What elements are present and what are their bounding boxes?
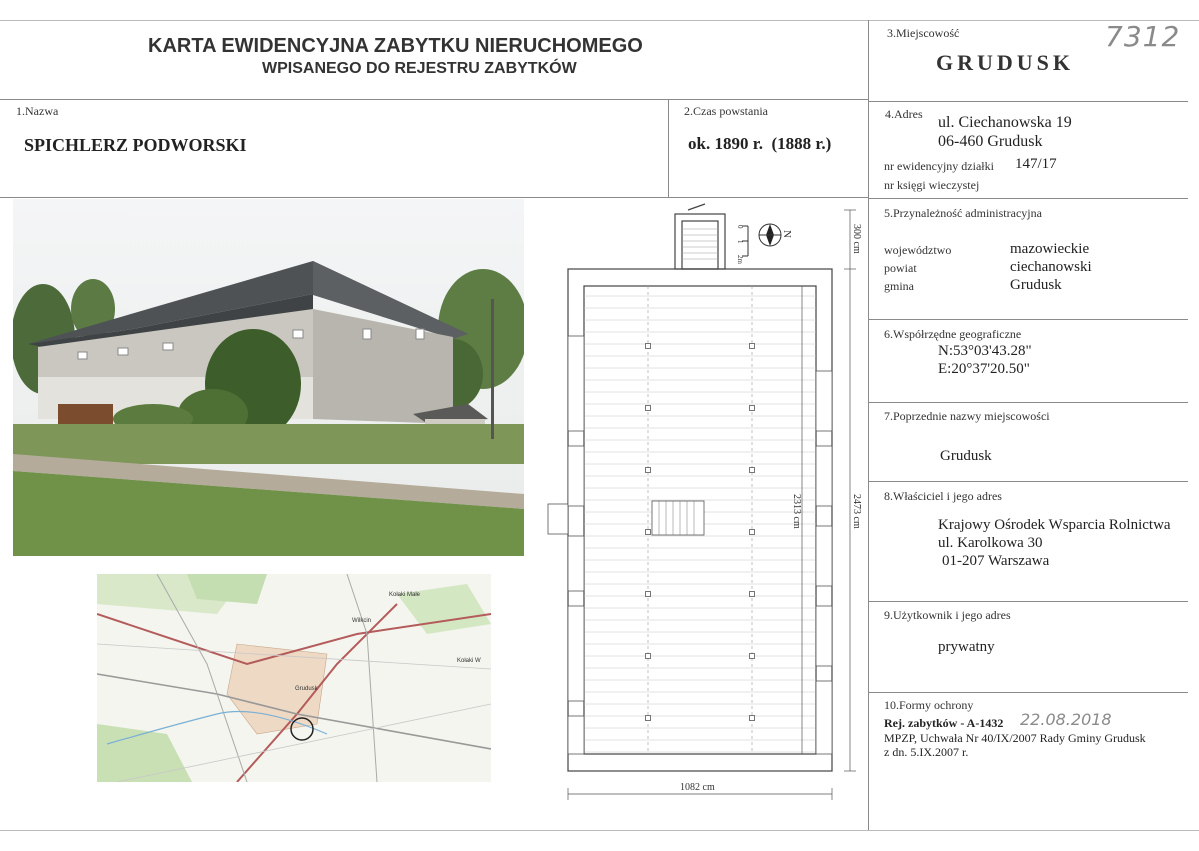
ochrona-rej-date-handwritten: 22.08.2018 xyxy=(1020,710,1112,729)
powiat-key: powiat xyxy=(884,261,917,275)
floor-post xyxy=(750,654,755,659)
floor-plan xyxy=(520,196,870,806)
czas-value: ok. 1890 r. (1888 r.) xyxy=(688,134,832,153)
ochrona-label: 10.Formy ochrony xyxy=(884,698,974,712)
granary-photo xyxy=(13,199,524,556)
miejscowosc-label: 3.Miejscowość xyxy=(887,26,960,40)
sep-9 xyxy=(868,692,1188,693)
location-map xyxy=(97,574,491,782)
sep-4 xyxy=(868,198,1188,199)
north-label: N xyxy=(781,230,793,238)
location-map-drawing xyxy=(97,574,491,782)
dzialka-label: nr ewidencyjny działki xyxy=(884,159,994,173)
wojewodztwo-value: mazowieckie xyxy=(1010,241,1090,257)
frame-top xyxy=(0,20,1199,21)
wojewodztwo-key: województwo xyxy=(884,243,952,257)
wspolrzedne-e: E:20°37'20.50" xyxy=(938,361,1030,377)
dzialka-value: 147/17 xyxy=(1015,156,1057,172)
poprzednie-value: Grudusk xyxy=(940,448,992,464)
granary-photo-drawing xyxy=(13,199,524,556)
floor-post xyxy=(750,530,755,535)
frame-czas-divider xyxy=(668,99,669,197)
adres-label: 4.Adres xyxy=(885,107,923,121)
czas-label: 2.Czas powstania xyxy=(684,104,768,118)
wlasciciel-label: 8.Właściciel i jego adres xyxy=(884,489,1002,503)
floor-post xyxy=(750,592,755,597)
gmina-value: Grudusk xyxy=(1010,277,1062,293)
dim-width: 1082 cm xyxy=(680,782,715,793)
map-label-wilkcin: Wilkcin xyxy=(352,618,371,624)
wspolrzedne-label: 6.Współrzędne geograficzne xyxy=(884,327,1022,341)
sep-7 xyxy=(868,481,1188,482)
floor-post xyxy=(646,406,651,411)
sep-6 xyxy=(868,402,1188,403)
dim-stair: 300 cm xyxy=(851,224,862,254)
uzytkownik-value: prywatny xyxy=(938,639,995,655)
floor-post xyxy=(750,344,755,349)
frame-header-bottom xyxy=(0,99,868,100)
ochrona-rej: Rej. zabytków - A-1432 xyxy=(884,716,1004,730)
doc-number-handwritten: 7312 xyxy=(1105,20,1181,53)
ochrona-mpzp-date: z dn. 5.IX.2007 r. xyxy=(884,745,969,759)
przynaleznosc-label: 5.Przynależność administracyjna xyxy=(884,206,1042,220)
floor-post xyxy=(750,468,755,473)
floor-post xyxy=(646,592,651,597)
map-label-kolaki-w: Kołaki W xyxy=(457,658,481,664)
card-subtitle: WPISANEGO DO REJESTRU ZABYTKÓW xyxy=(262,60,577,77)
floor-post xyxy=(646,344,651,349)
poprzednie-label: 7.Poprzednie nazwy miejscowości xyxy=(884,409,1050,423)
floor-post xyxy=(646,654,651,659)
floor-post xyxy=(646,716,651,721)
uzytkownik-label: 9.Użytkownik i jego adres xyxy=(884,608,1011,622)
gmina-key: gmina xyxy=(884,279,914,293)
dim-total-height: 2473 cm xyxy=(851,494,862,529)
adres-line1: ul. Ciechanowska 19 xyxy=(938,114,1072,131)
nazwa-value: SPICHLERZ PODWORSKI xyxy=(24,135,247,155)
map-label-kolaki-male: Kołaki Małe xyxy=(389,592,421,598)
nazwa-label: 1.Nazwa xyxy=(16,104,59,118)
dim-inner-height: 2313 cm xyxy=(791,494,802,529)
powiat-value: ciechanowski xyxy=(1010,259,1092,275)
wlasciciel-line2: ul. Karolkowa 30 xyxy=(938,535,1043,551)
adres-line2: 06-460 Grudusk xyxy=(938,133,1043,150)
miejscowosc-value: GRUDUSK xyxy=(936,50,1075,75)
floor-post xyxy=(750,406,755,411)
sep-3 xyxy=(868,101,1188,102)
floor-post xyxy=(646,468,651,473)
sep-8 xyxy=(868,601,1188,602)
card-title: KARTA EWIDENCYJNA ZABYTKU NIERUCHOMEGO xyxy=(148,35,643,57)
scale-label-2: 2m xyxy=(736,255,744,264)
frame-bottom xyxy=(0,830,1199,831)
scale-label-1: 1 xyxy=(736,240,744,244)
sep-5 xyxy=(868,319,1188,320)
ochrona-mpzp: MPZP, Uchwała Nr 40/IX/2007 Rady Gminy Grudusk xyxy=(884,731,1146,745)
wlasciciel-line1: Krajowy Ośrodek Wsparcia Rolnictwa xyxy=(938,517,1171,533)
floor-post xyxy=(750,716,755,721)
wlasciciel-line3: 01-207 Warszawa xyxy=(942,553,1050,569)
scale-label-0: 0 xyxy=(736,225,744,229)
ksiega-label: nr księgi wieczystej xyxy=(884,178,980,192)
map-label-grudusk: Grudusk xyxy=(295,686,318,692)
floor-plan-drawing xyxy=(520,196,870,806)
floor-post xyxy=(646,530,651,535)
wspolrzedne-n: N:53°03'43.28" xyxy=(938,343,1032,359)
